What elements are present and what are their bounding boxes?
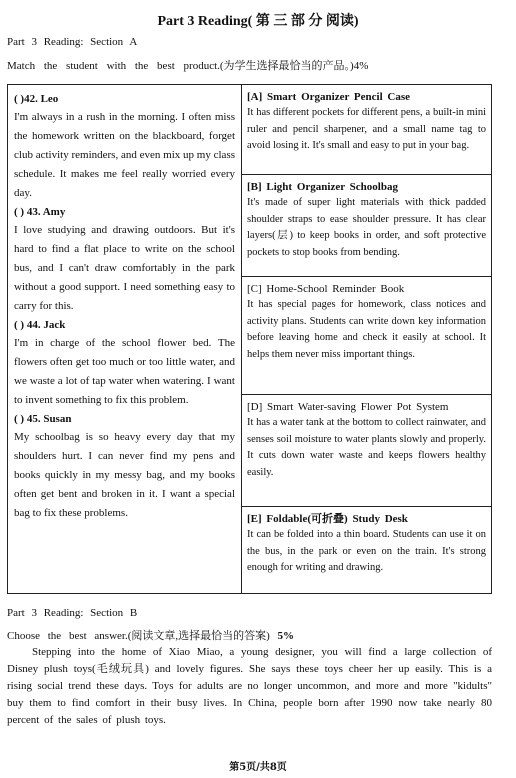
student-number: ( ) 45. Susan bbox=[14, 413, 72, 425]
product-title: [E] Foldable(可折叠) Study Desk bbox=[247, 513, 408, 525]
product-option-b bbox=[242, 175, 491, 277]
student-item bbox=[14, 204, 235, 316]
students-column bbox=[8, 85, 242, 593]
student-number: ( ) 44. Jack bbox=[14, 319, 66, 331]
product-title: [B] Light Organizer Schoolbag bbox=[247, 181, 398, 193]
product-text: It has a water tank at the bottom to collect rainwater, and senses soil moisture to water plants slowly and properly. It cuts down water waste and keeps flowers healthy easily. bbox=[247, 417, 486, 478]
student-number: ( ) 43. Amy bbox=[14, 206, 66, 218]
score-label: 5% bbox=[277, 630, 295, 642]
product-text: It has different pockets for different pens, a built-in mini ruler and pencil sharpener, and a small name tag to avoid losing it. It's small and easy to put in your bag. bbox=[247, 107, 486, 151]
student-item bbox=[14, 91, 235, 203]
student-number: ( )42. Leo bbox=[14, 93, 59, 105]
product-option-a bbox=[242, 85, 491, 175]
product-text: It's made of super light materials with thick padded shoulder straps to ease shoulder pressure. It has clear layers(层) to keep books in order, and soft protective pockets to stop books from bending. bbox=[247, 197, 486, 258]
product-title: [D] Smart Water-saving Flower Pot System bbox=[247, 401, 449, 413]
products-column bbox=[242, 85, 491, 593]
reading-passage: Stepping into the home of Xiao Miao, a young designer, you will find a large collection of Disney plush toys(毛绒玩具) and lovely figures. She says these toys cheer her up easily. This is a rising social trend these days. Toys for adults are no longer uncommon, and more and more "kidults" buy them to find comfort in their busy lives. In China, people born after 1990 now take nearly 80 percent of the sales of plush toys. bbox=[7, 646, 492, 726]
section-b-heading: Part 3 Reading: Section B bbox=[7, 607, 138, 619]
product-text: It can be folded into a thin board. Students can use it on the bus, in the park or even on the train. It's strong enough for writing and drawing. bbox=[247, 529, 486, 573]
student-text: I'm in charge of the school flower bed. The flowers often get too much or too little water, and we waste a lot of tap water when watering. I want to invent something to fix this problem. bbox=[14, 337, 235, 406]
instruction-text: Choose the best answer.(阅读文章,选择最恰当的答案) bbox=[7, 630, 278, 642]
section-a-instruction: Match the student with the best product.(为学生选择最恰当的产品。)4% bbox=[7, 60, 369, 72]
student-text: I'm always in a rush in the morning. I often miss the homework written on the blackboard, forget club activity reminders, and even mix up my class schedule. It makes me feel really worried every day. bbox=[14, 111, 235, 199]
page-title: Part 3 Reading( 第 三 部 分 阅读) bbox=[157, 14, 359, 29]
product-option-e bbox=[242, 507, 491, 593]
student-item bbox=[14, 317, 235, 410]
section-a-heading: Part 3 Reading: Section A bbox=[7, 36, 138, 48]
page-number: 第5页/共8页 bbox=[229, 762, 287, 773]
student-item bbox=[14, 411, 235, 523]
product-title: [C] Home-School Reminder Book bbox=[247, 283, 405, 295]
section-b-instruction bbox=[7, 627, 294, 643]
product-option-c bbox=[242, 277, 491, 395]
product-text: It has special pages for homework, class notices and activity plans. Students can write down key information before leaving home and check it easily at school. It helps them never miss important things. bbox=[247, 299, 486, 360]
matching-table bbox=[7, 84, 492, 594]
student-text: My schoolbag is so heavy every day that my shoulders hurt. I can never find my pens and books quickly in my messy bag, and my books often get bent and broken in it. I want a special bag to fix these problems. bbox=[14, 431, 235, 519]
student-text: I love studying and drawing outdoors. But it's hard to find a flat place to write on the school bus, and I can't draw comfortably in the park without a good support. I need something easy to carry for this. bbox=[14, 224, 235, 312]
product-option-d bbox=[242, 395, 491, 507]
product-title: [A] Smart Organizer Pencil Case bbox=[247, 91, 410, 103]
